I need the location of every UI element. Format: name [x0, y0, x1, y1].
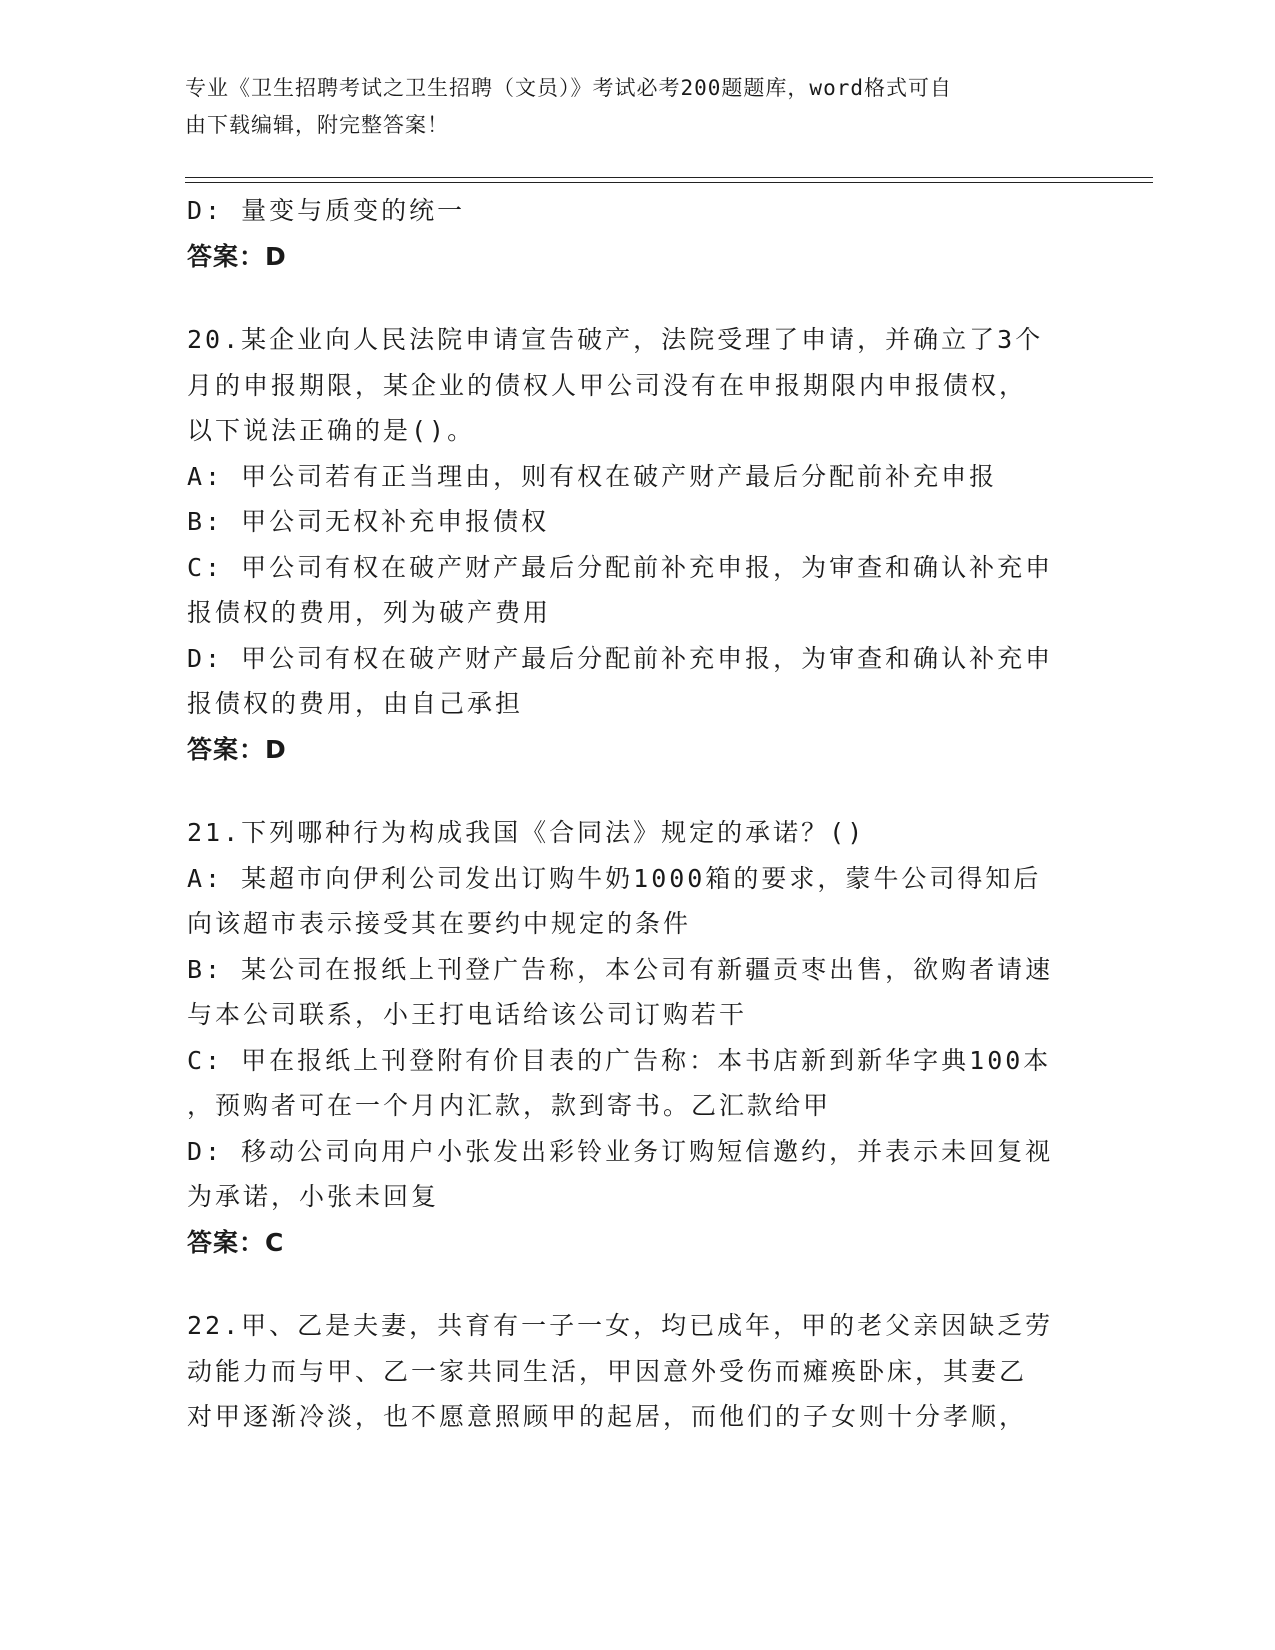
option-d: D: 移动公司向用户小张发出彩铃业务订购短信邀约，并表示未回复视	[187, 1136, 1054, 1166]
option-b: B: 甲公司无权补充申报债权	[187, 507, 550, 536]
question-stem-line: 以下说法正确的是()。	[187, 416, 476, 445]
previous-question-tail	[187, 188, 1067, 279]
header-divider-bottom	[185, 182, 1153, 183]
question-22	[187, 1303, 1067, 1440]
option-a: A: 甲公司若有正当理由，则有权在破产财产最后分配前补充申报	[187, 461, 998, 491]
option-c: C: 甲公司有权在破产财产最后分配前补充申报，为审查和确认补充申	[187, 552, 1054, 582]
question-stem-line: 动能力而与甲、乙一家共同生活，甲因意外受伤而瘫痪卧床，其妻乙	[187, 1356, 1028, 1386]
question-stem-line: 21.下列哪种行为构成我国《合同法》规定的承诺？()	[187, 818, 866, 847]
document-header	[185, 70, 1065, 144]
header-divider-top	[185, 177, 1153, 178]
question-stem-line: 月的申报期限，某企业的债权人甲公司没有在申报期限内申报债权，	[187, 370, 1028, 400]
option-d: D: 量变与质变的统一	[187, 196, 466, 225]
question-stem-line: 22.甲、乙是夫妻，共育有一子一女，均已成年，甲的老父亲因缺乏劳	[187, 1311, 1054, 1340]
option-c: C: 甲在报纸上刊登附有价目表的广告称：本书店新到新华字典100本	[187, 1045, 1052, 1075]
header-line-1: 专业《卫生招聘考试之卫生招聘（文员）》考试必考200题题库，word格式可自	[185, 76, 952, 100]
answer-line: 答案：D	[187, 734, 287, 764]
option-b-cont: 与本公司联系，小王打电话给该公司订购若干	[187, 1000, 748, 1029]
answer-line: 答案：C	[187, 1227, 285, 1257]
header-line-2: 由下载编辑，附完整答案！	[185, 113, 449, 137]
question-20	[187, 317, 1067, 772]
option-a-cont: 向该超市表示接受其在要约中规定的条件	[187, 909, 692, 938]
option-d-cont: 报债权的费用，由自己承担	[187, 689, 524, 718]
question-stem-line: 20.某企业向人民法院申请宣告破产，法院受理了申请，并确立了3个	[187, 325, 1044, 354]
option-c-cont: ，预购者可在一个月内汇款，款到寄书。乙汇款给甲	[187, 1091, 832, 1120]
option-d-cont: 为承诺，小张未回复	[187, 1182, 440, 1211]
option-b: B: 某公司在报纸上刊登广告称，本公司有新疆贡枣出售，欲购者请速	[187, 954, 1054, 984]
option-c-cont: 报债权的费用，列为破产费用	[187, 598, 552, 627]
document-body	[187, 188, 1067, 1440]
question-stem-line: 对甲逐渐冷淡，也不愿意照顾甲的起居，而他们的子女则十分孝顺，	[187, 1402, 1028, 1431]
question-21	[187, 810, 1067, 1265]
option-d: D: 甲公司有权在破产财产最后分配前补充申报，为审查和确认补充申	[187, 643, 1054, 673]
answer-line: 答案：D	[187, 241, 287, 271]
option-a: A: 某超市向伊利公司发出订购牛奶1000箱的要求，蒙牛公司得知后	[187, 863, 1042, 893]
